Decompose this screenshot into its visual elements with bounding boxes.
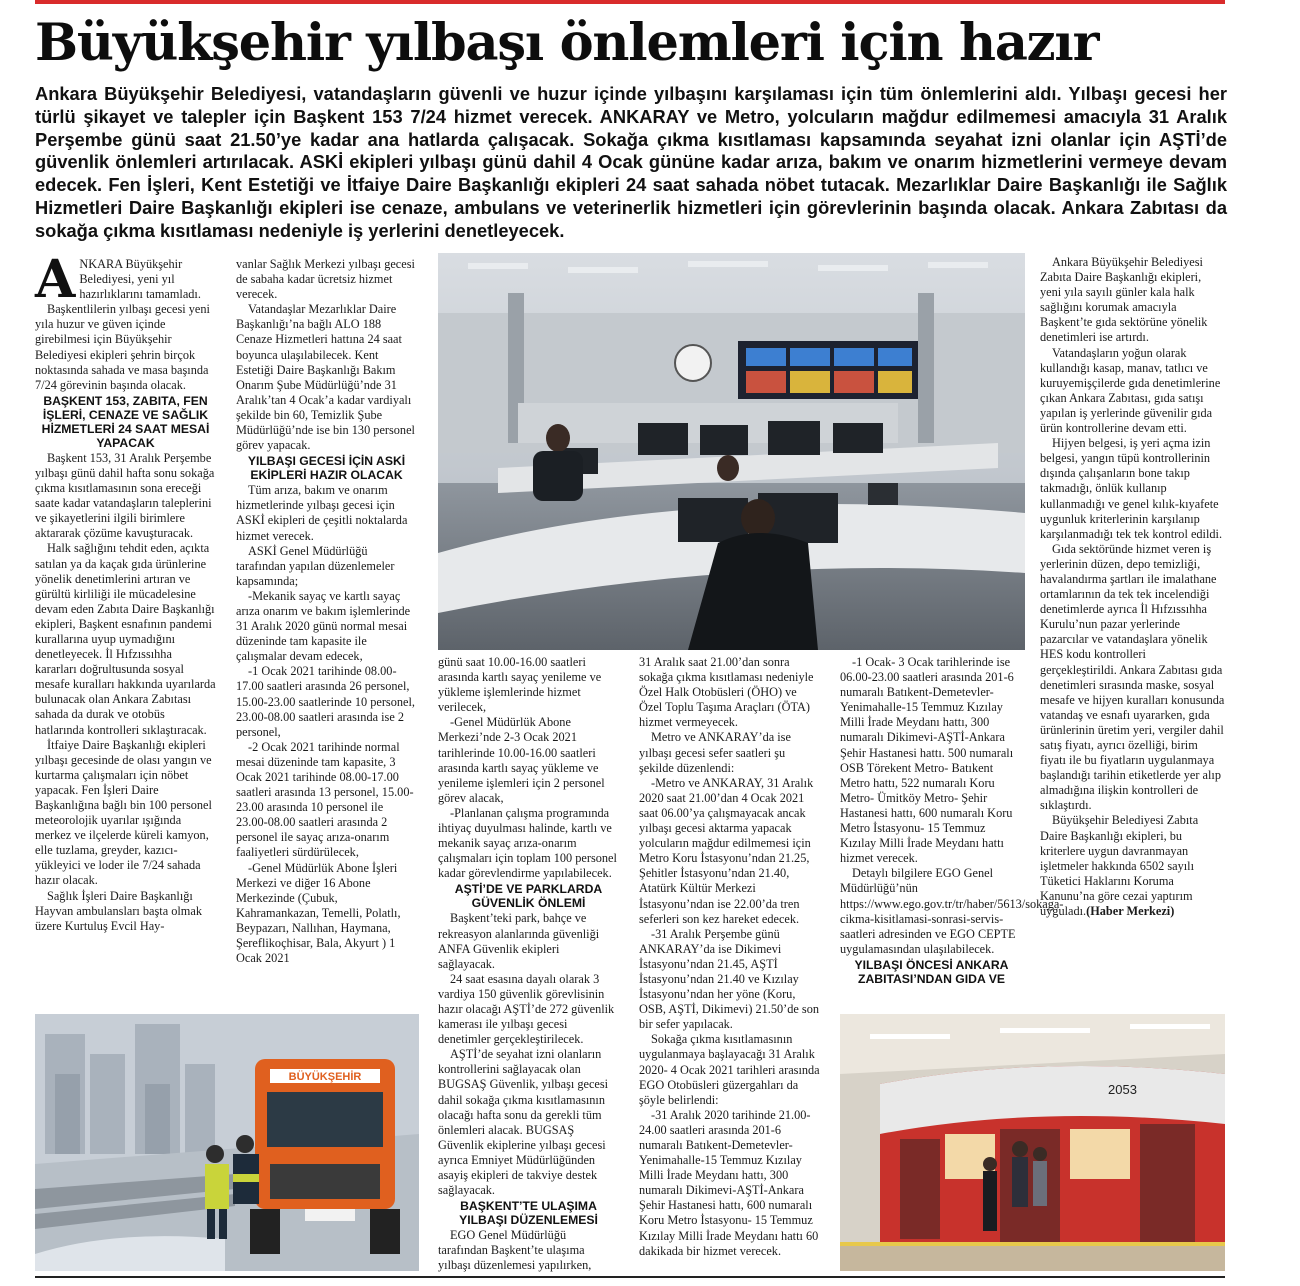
top-rule xyxy=(35,0,1225,4)
paragraph: -Genel Müdürlük Abone İşleri Merkezi ve diğer 16 Abone Merkezinde (Çubuk, Kahramankazan, Temelli, Polatlı, Beypazarı, Nallıhan, Haymana, Şereflikoçhisar, Bala, Akyurt ) 1 Ocak 2021 xyxy=(236,860,401,966)
control-room-photo xyxy=(438,253,1025,650)
paragraph: Ankara Büyükşehir Belediyesi Zabıta Daire Başkanlığı ekipleri, yeni yıla sayılı günler kala halk sağlığını korumak amacıyla Başkent’te gıda sektörüne yönelik denetimleri ise artırdı. xyxy=(1040,255,1208,345)
paragraph: -Metro ve ANKARAY, 31 Aralık 2020 saat 21.00’dan 4 Ocak 2021 saat 06.00’ya çalışmayacak ancak yılbaşı gecesi aktarma yapacak yolcuların mağdur edilmemesi için Metro Koru İstasyonu’ndan 21.25, Şehitler İstasyonu’ndan 21.40, Atatürk Kültür Merkezi İstasyonu’ndan ise 22.00’da tren seferleri son kez hareket edecek. xyxy=(639,775,814,926)
paragraph: Başkentlilerin yılbaşı gecesi yeni yıla huzur ve güven içinde girebilmesi için Büyükşehir Belediyesi ekipleri şehrin birçok noktasında sahada ve masa başında 7/24 görevinin başında olacak. xyxy=(35,302,210,392)
subheading: BAŞKENT’TE ULAŞIMA YILBAŞI DÜZENLEMESİ xyxy=(459,1199,598,1228)
paragraph: Vatandaşların yoğun olarak kullandığı kasap, manav, tatlıcı ve kuruyemişçilerde gıda denetimlerine çıkan Ankara Zabıtası, gıda satışı yapılan iş yerlerinde güvenilir gıda ürün kontrollerine devam etti. xyxy=(1040,345,1221,436)
subheading: BAŞKENT 153, ZABITA, FEN İŞLERİ, CENAZE VE SAĞLIK HİZMETLERİ 24 SAAT MESAİ YAPACAK xyxy=(41,393,210,450)
column-6 xyxy=(1040,255,1225,919)
bottom-rule xyxy=(35,1276,1225,1278)
paragraph: -1 Ocak 2021 tarihinde 08.00-17.00 saatleri arasında 26 personel, 15.00-23.00 saatlerinde 10 personel, 23.00-08.00 saatleri arasında ise 2 personel, xyxy=(236,664,415,739)
paragraph: Hijyen belgesi, iş yeri açma izin belgesi, yangın tüpü kontrollerinin dışında çalışanların bone takıp takmadığı, önlük kullanıp kullanmadığı ve genel kılık-kıyafete uygunluk kriterlerinin karşılanıp karşılanmadığı tek tek kontrol edildi. xyxy=(1040,436,1223,541)
paragraph: AŞTİ’de seyahat izni olanların kontrollerini sağlayacak olan BUGSAŞ Güvenlik, yılbaşı gecesi dahil sokağa çıkma kısıtlamasının olacağı hafta sonu da gerekli tüm önlemleri alacak. BUGSAŞ Güvenlik ekiplerine yılbaşı gecesi ayrıca Emniyet Müdürlüğünden asayiş ekipleri de takviye destek sağlayacak. xyxy=(438,1047,609,1198)
paragraph: -Mekanik sayaç ve kartlı sayaç arıza onarım ve bakım işlemlerinde 31 Aralık 2020 günü normal mesai düzeninde tam kapasite ile çalışmalar devam edecek, xyxy=(236,588,411,664)
paragraph: ANKARA Büyükşehir Belediyesi, yeni yıl hazırlıklarını tamamladı. xyxy=(35,249,201,310)
paragraph: günü saat 10.00-16.00 saatleri arasında kartlı sayaç yenileme ve yükleme işlemlerinde hizmet verilecek, xyxy=(438,655,602,715)
byline: (Haber Merkezi) xyxy=(1086,904,1175,919)
truck-photo xyxy=(35,1014,419,1271)
paragraph: ASKİ Genel Müdürlüğü tarafından yapılan düzenlemeler kapsamında; xyxy=(236,543,395,588)
paragraph: Başkent 153, 31 Aralık Perşembe yılbaşı günü dahil hafta sonu sokağa çıkma kısıtlamasının sona ereceği saate kadar vatandaşların taleplerini ve şikayetlerini ilgili birimlere aktararak çözüme kavuşturacak. xyxy=(35,450,215,541)
paragraph: İtfaiye Daire Başkanlığı ekipleri yılbaşı gecesinde de olası yangın ve kurtarma çalışmaları için nöbet yapacak. Fen İşleri Daire Başkanlığına bağlı bin 100 personel meteorolojik uyarılar ışığında merkez ve ilçelerde küreli kamyon, elle tuzlama, greyder, kazıcı-yükleyici ve loder ile 7/24 sahada hazır olacak. xyxy=(35,737,212,888)
paragraph: Sağlık İşleri Daire Başkanlığı Hayvan ambulansları başta olmak üzere Kurtuluş Evcil Hay- xyxy=(35,888,202,933)
subheading: YILBAŞI ÖNCESİ ANKARA ZABITASI’NDAN GIDA VE xyxy=(854,957,1009,986)
paragraph: -31 Aralık Perşembe günü ANKARAY’da ise Dikimevi İstasyonu’ndan 21.45, AŞTİ İstasyonu’ndan 21.40 ve Kızılay İstasyonu’ndan her yöne (Koru, OSB, AŞTİ, Dikimevi) 21.50’de son bir sefer yapılacak. xyxy=(639,926,820,1032)
paragraph: -1 Ocak- 3 Ocak tarihlerinde ise 06.00-23.00 saatleri arasında 201-6 numaralı Batıkent-Demetevler-Yenimahalle-15 Temmuz Kızılay Milli İrade Meydanı hattı, 300 numaralı Dikimevi-AŞTİ-Ankara Şehir Hastanesi hattı. 500 numaralı OSB Törekent Metro- Batıkent Metro hattı, 522 numaralı Koru Metro- Ümitköy Metro- Şehir Hastanesi hattı, 600 numaralı Koru Metro İstasyonu- 15 Temmuz Kızılay Milli İrade Meydanı hattı hizmet verecek. xyxy=(840,655,1014,866)
drop-cap: A xyxy=(35,249,76,310)
paragraph: Tüm arıza, bakım ve onarım hizmetlerinde yılbaşı gecesi için ASKİ ekipleri de çeşitli noktalarda hizmet verecek. xyxy=(236,483,408,543)
column-5 xyxy=(840,655,1064,987)
metro-train-photo xyxy=(840,1014,1225,1271)
paragraph: 24 saat esasına dayalı olarak 3 vardiya 150 güvenlik görevlisinin hazır olacağı AŞTİ’de 272 güvenlik kamerası ile yılbaşı gecesi denetimler gerçekleştirilecek. xyxy=(438,971,615,1047)
paragraph: -Planlanan çalışma programında ihtiyaç duyulması halinde, kartlı ve mekanik sayaç arıza-onarım çalışmaları için toplam 100 personel kadar görevlendirme yapılabilecek. xyxy=(438,805,617,881)
paragraph: Büyükşehir Belediyesi Zabıta Daire Başkanlığı ekipleri, bu kriterlere uygun davranmayan işletmeler hakkında 6502 sayılı Tüketici Haklarını Koruma Kanunu’na göre cezai yaptırım uyguladı.(Haber Merkezi) xyxy=(1040,813,1199,919)
paragraph: vanlar Sağlık Merkezi yılbaşı gecesi de sabaha kadar ücretsiz hizmet verecek. xyxy=(236,257,415,302)
paragraph: Sokağa çıkma kısıtlamasının uygulanmaya başlayacağı 31 Aralık 2020- 4 Ocak 2021 tarihleri arasında EGO Otobüsleri güzergahları da şöyle belirlendi: xyxy=(639,1032,820,1107)
paragraph: Vatandaşlar Mezarlıklar Daire Başkanlığı’na bağlı ALO 188 Cenaze Hizmetleri hattına 24 saat boyunca ulaşılabilecek. Kent Estetiği Daire Başkanlığı Bakım Onarım Şube Müdürlüğü’nde 31 Aralık’tan 4 Ocak’a kadar vardiyalı şekilde bin 60, Temizlik Şube Müdürlüğü’nde ise bin 130 personel görev yapacak. xyxy=(236,302,415,453)
subheading: YILBAŞI GECESİ İÇİN ASKİ EKİPLERİ HAZIR OLACAK xyxy=(247,454,406,483)
paragraph: 31 Aralık saat 21.00’dan sonra sokağa çıkma kısıtlaması nedeniyle Özel Halk Otobüsleri (ÖHO) ve Özel Toplu Taşıma Araçları (ÖTA) hizmet vermeyecek. xyxy=(639,655,814,730)
truck-label: BÜYÜKŞEHİR xyxy=(288,1071,362,1083)
paragraph: EGO Genel Müdürlüğü tarafından Başkent’te ulaşıma yılbaşı düzenlemesi yapılırken, xyxy=(438,1228,592,1273)
paragraph: Başkent’teki park, bahçe ve rekreasyon alanlarında güvenliği ANFA Güvenlik ekipleri sağlayacak. xyxy=(438,911,600,971)
subheading: AŞTİ’DE VE PARKLARDA GÜVENLİK ÖNLEMİ xyxy=(454,882,603,911)
paragraph: Metro ve ANKARAY’da ise yılbaşı gecesi sefer saatleri şu şekilde düzenlendi: xyxy=(639,730,791,775)
paragraph: Gıda sektöründe hizmet veren iş yerlerinin düzen, depo temizliği, havalandırma şartları ile imalathane ortamlarının da tek tek incelendiği denetimlerde ayrıca İl Hıfzıssıhha Kurulu’nun pazar yerlerinde pazarcılar ve vatandaşlara yönelik HES kodu kontrolleri gerçekleştirildi. Ankara Zabıtası gıda denetimleri sırasında maske, sosyal mesafe ve hijyen kuralları konusunda vatandaş ve esnafı uyararken, gıda ürünlerinin üretim yeri, vergiler dahil satış fiyatı, ayrıcı özelliği, birim fiyatı ile bu fiyatların uygulanmaya başlandığı tarihin etiketlerde yer alıp almadığına ilişkin kontrolleri de sıklaştırdı. xyxy=(1040,541,1225,813)
column-2 xyxy=(236,257,417,966)
column-1 xyxy=(35,249,216,934)
paragraph: -31 Aralık 2020 tarihinde 21.00-24.00 saatleri arasında 201-6 numaralı Batıkent-Demetevler-Yenimahalle-15 Temmuz Kızılay Milli İrade Meydanı hattı, 300 numaralı Dikimevi-AŞTİ-Ankara Şehir Hastanesi hattı, 600 numaralı Koru Metro İstasyonu- 15 Temmuz Kızılay Milli İrade Meydanı hattı 60 dakikada bir hizmet verecek. xyxy=(639,1107,819,1258)
column-4 xyxy=(639,655,820,1259)
headline: Büyükşehir yılbaşı önlemleri için hazır xyxy=(35,13,1099,73)
column-3 xyxy=(438,655,619,1273)
lead-paragraph: Ankara Büyükşehir Belediyesi, vatandaşların güvenli ve huzur içinde yılbaşını karşılaması için tüm önlemlerini aldı. Yılbaşı gecesi her türlü şikayet ve talepler için Başkent 153 7/24 hizmet verecek. ANKARAY ve Metro, yolcuların mağdur edilmemesi amacıyla 31 Aralık Perşembe günü saat 21.50’ye kadar ana hatlarda çalışacak. Sokağa çıkma kısıtlaması kapsamında seyahat izni olanlar için AŞTİ’de güvenlik önlemleri artırılacak. ASKİ ekipleri yılbaşı günü dahil 4 Ocak gününe kadar arıza, bakım ve onarım hizmetlerini vermeye devam edecek. Fen İşleri, Kent Estetiği ve İtfaiye Daire Başkanlığı ekipleri 24 saat sahada nöbet tutacak. Mezarlıklar Daire Başkanlığı ile Sağlık Hizmetleri Daire Başkanlığı ekipleri ise cenaze, ambulans ve veterinerlik hizmetleri için görevlerinin başında olacak. Ankara Zabıtası da sokağa çıkma kısıtlaması nedeniyle iş yerlerini denetleyecek. xyxy=(35,83,1227,241)
paragraph: Detaylı bilgilere EGO Genel Müdürlüğü’nün https://www.ego.gov.tr/tr/haber/5613/sokaga-cikma-kisitlamasi-sonrasi-servis-saatleri adresinden ve EGO CEPTE uygulamasından ulaşılabilecek. xyxy=(840,866,1064,956)
paragraph: -Genel Müdürlük Abone Merkezi’nde 2-3 Ocak 2021 tarihlerinde 10.00-16.00 saatleri arasında kartlı sayaç yükleme ve yenileme işlemleri için 2 personel görev alacak, xyxy=(438,715,605,805)
paragraph: Halk sağlığını tehdit eden, açıkta satılan ya da kaçak gıda ürünlerine yönelik denetimlerini artıran ve gürültü kirliliği ile mücadelesine devam eden Zabıta Daire Başkanlığı ekipleri, Başkent esnafının pandemi kurallarına uyup uymadığını denetleyecek. İl Hıfzıssıhha kararları doğrultusunda sosyal mesafe kuralları hakkında uyarılarda bulunacak olan Ankara Zabıtası sahada da durak ve otobüs hatlarında kontrolleri sıklaştıracak. xyxy=(35,541,216,737)
paragraph: -2 Ocak 2021 tarihinde normal mesai düzeninde tam kapasite, 3 Ocak 2021 tarihinde 08.00-17.00 saatleri arasında 13 personel, 15.00-23.00 arasında 10 personel ile 23.00-08.00 saatleri arasında 2 personel ile sayaç arıza-onarım faaliyetleri sürdürülecek, xyxy=(236,739,414,860)
train-number: 2053 xyxy=(1108,1082,1137,1097)
